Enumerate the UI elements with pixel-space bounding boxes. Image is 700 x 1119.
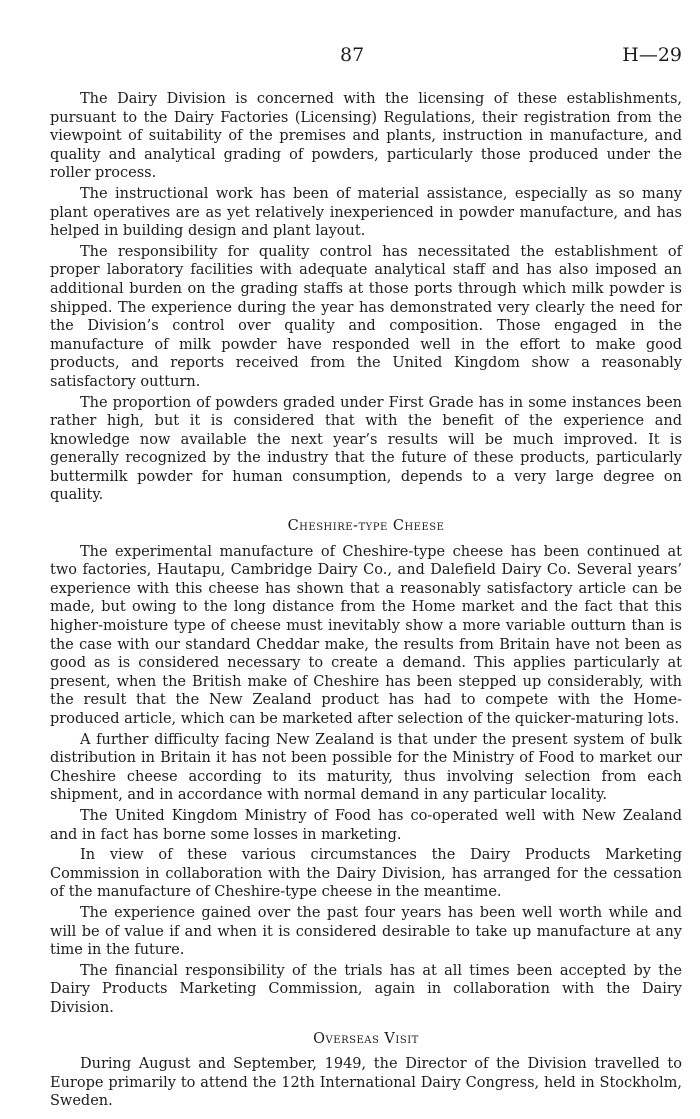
paragraph: The Dairy Division is concerned with the licensing of these establishments, pursuant to the Dairy Factories (Licensing) Regulations, their registration from the viewpoint of suitability of the premises and plants, instruction in manufacture, and quality and analytical grading of powders, particularly those produced under the roller process. [50, 91, 682, 182]
paragraph: The instructional work has been of material assistance, especially as so many plant operatives are as yet relatively inexperienced in powder manufacture, and has helped in building design and plant layout. [50, 185, 682, 240]
paragraph: The financial responsibility of the trials has at all times been accepted by the Dairy Products Marketing Commission, again in collaboration with the Dairy Division. [50, 962, 682, 1016]
paragraph: In view of these various circumstances the Dairy Products Marketing Commission in collaboration with the Dairy Division, has arranged for the cessation of the manufacture of Cheshire-type cheese in the meantime. [50, 847, 682, 901]
paragraph: The experimental manufacture of Cheshire-type cheese has been continued at two factories, Hautapu, Cambridge Dairy Co., and Dalefield Dairy Co. Several years’ experience with this cheese has shown that a reasonably satisfactory article can be made, but owing to the long distance from the Home market and the fact that this higher-moisture type of cheese must inevitably show a more variable outturn than is the case with our standard Cheddar make, the results from Britain have not been as good as is considered necessary to create a demand. This applies particularly at present, when the British make of Cheshire has been stepped up considerably, with the result that the New Zealand product has had to compete with the Home-produced article, which can be marketed after selection of the quicker-maturing lots. [50, 543, 682, 727]
paragraph: A further difficulty facing New Zealand is that under the present system of bulk distribution in Britain it has not been possible for the Ministry of Food to market our Cheshire cheese according to its maturity, thus involving selection from each shipment, and in accordance with normal demand in any particular locality. [50, 731, 682, 804]
page-reference: H—29 [622, 44, 682, 66]
paragraph: The responsibility for quality control has necessitated the establishment of proper laboratory facilities with adequate analytical staff and has also imposed an additional burden on the grading staffs at those ports through which milk powder is shipped. The experience during the year has demonstrated very clearly the need for the Division’s control over quality and composition. Those engaged in the manufacture of milk powder have responded well in the effort to make good products, and reports received from the United Kingdom show a reasonably satisfactory outturn. [50, 243, 682, 390]
section-heading-cheshire: Cheshire-type Cheese [287, 518, 445, 535]
section-heading-overseas: Overseas Visit [313, 1030, 419, 1047]
paragraph: The United Kingdom Ministry of Food has co-operated well with New Zealand and in fact has borne some losses in marketing. [50, 807, 682, 843]
paragraph: During August and September, 1949, the Director of the Division travelled to Europe primarily to attend the 12th International Dairy Congress, held in Stockholm, Sweden. [50, 1056, 682, 1110]
document-body [50, 90, 682, 1113]
page-number: 87 [340, 44, 365, 66]
paragraph: The proportion of powders graded under First Grade has in some instances been rather high, but it is considered that with the benefit of the experience and knowledge now available the next year’s results will be much improved. It is generally recognized by the industry that the future of these products, particularly buttermilk powder for human consumption, depends to a very large degree on quality. [50, 394, 682, 504]
paragraph: The experience gained over the past four years has been well worth while and will be of value if and when it is considered desirable to take up manufacture at any time in the future. [50, 904, 682, 959]
